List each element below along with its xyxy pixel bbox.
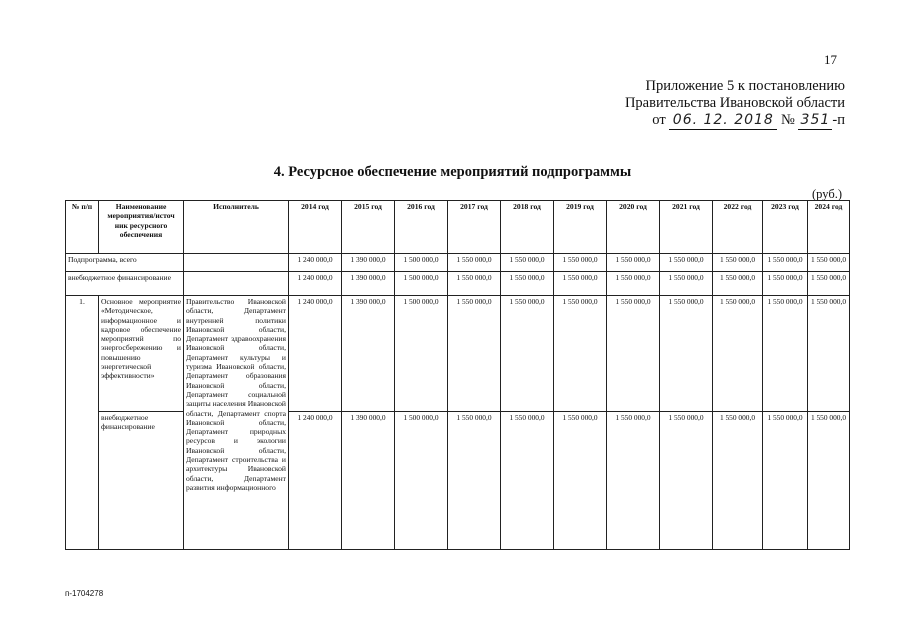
page-title: 4. Ресурсное обеспечение мероприятий подпрограммы: [273, 164, 632, 180]
table-row-subprogram-total: [66, 254, 850, 272]
value-cell: 1 550 000,0: [501, 296, 554, 412]
value-cell: 1 550 000,0: [763, 272, 808, 296]
value-cell: 1 550 000,0: [607, 412, 660, 550]
handwritten-date: 06. 12. 2018: [669, 112, 777, 130]
empty-cell: [184, 272, 289, 296]
value-cell: 1 550 000,0: [808, 254, 850, 272]
value-cell: 1 550 000,0: [554, 296, 607, 412]
appendix-line-2: Правительства Ивановской области: [624, 95, 845, 111]
header-year: 2018 год: [501, 201, 554, 254]
header-year: 2021 год: [660, 201, 713, 254]
value-cell: 1 390 000,0: [342, 272, 395, 296]
header-year: 2019 год: [554, 201, 607, 254]
unit-label: (руб.): [812, 187, 842, 201]
value-cell: 1 550 000,0: [660, 296, 713, 412]
value-cell: 1 550 000,0: [660, 272, 713, 296]
executor-list: Правительство Ивановской области, Департамент внутренней политики Ивановской области, Департамент здравоохранения Ивановской области, Департамент культуры и туризма Ивановской области, Департамент образования Ивановской области, Департамент социальной защиты населения Ивановской области, Департамент спорта Ивановской области, Департамент природных ресурсов и экологии Ивановской области, Департамент строительства и архитектуры Ивановской области, Департамент развития информационного: [184, 296, 289, 550]
table-header-row: [66, 201, 850, 254]
value-cell: 1 500 000,0: [395, 272, 448, 296]
empty-cell: [184, 254, 289, 272]
header-num: № п/п: [66, 201, 99, 254]
value-cell: 1 500 000,0: [395, 296, 448, 412]
number-sign: №: [780, 112, 795, 128]
value-cell: 1 550 000,0: [808, 412, 850, 550]
header-year: 2022 год: [713, 201, 763, 254]
value-cell: 1 390 000,0: [342, 412, 395, 550]
appendix-line-3: [652, 112, 845, 130]
value-cell: 1 550 000,0: [763, 296, 808, 412]
header-year: 2017 год: [448, 201, 501, 254]
appendix-ot: от: [652, 112, 666, 128]
page-number: 17: [824, 52, 837, 67]
value-cell: 1 500 000,0: [395, 254, 448, 272]
value-cell: 1 550 000,0: [607, 272, 660, 296]
header-year: 2024 год: [808, 201, 850, 254]
header-year: 2014 год: [289, 201, 342, 254]
activity-name: Основное мероприятие «Методическое, информационное и кадровое обеспечение мероприятий по энергосбережению и повышению энергетической эффективности»: [99, 296, 184, 412]
value-cell: 1 550 000,0: [660, 254, 713, 272]
value-cell: 1 550 000,0: [713, 412, 763, 550]
value-cell: 1 550 000,0: [713, 272, 763, 296]
value-cell: 1 550 000,0: [713, 254, 763, 272]
value-cell: 1 240 000,0: [289, 254, 342, 272]
table-row-offbudget: [66, 272, 850, 296]
value-cell: 1 550 000,0: [554, 254, 607, 272]
value-cell: 1 240 000,0: [289, 412, 342, 550]
value-cell: 1 500 000,0: [395, 412, 448, 550]
value-cell: 1 550 000,0: [448, 254, 501, 272]
row-label: внебюджетное финансирование: [99, 412, 184, 550]
row-label: внебюджетное финансирование: [66, 272, 184, 296]
header-executor: Исполнитель: [184, 201, 289, 254]
value-cell: 1 550 000,0: [607, 254, 660, 272]
value-cell: 1 550 000,0: [501, 254, 554, 272]
value-cell: 1 550 000,0: [763, 254, 808, 272]
header-year: 2020 год: [607, 201, 660, 254]
table-row-main-activity: [66, 296, 850, 412]
header-year: 2016 год: [395, 201, 448, 254]
value-cell: 1 240 000,0: [289, 272, 342, 296]
value-cell: 1 390 000,0: [342, 254, 395, 272]
document-code: п-1704278: [65, 589, 104, 598]
appendix-suffix: -п: [832, 112, 845, 128]
value-cell: 1 550 000,0: [448, 272, 501, 296]
value-cell: 1 390 000,0: [342, 296, 395, 412]
value-cell: 1 550 000,0: [501, 272, 554, 296]
header-name: Наименование мероприятия/источ ник ресурсного обеспечения: [99, 201, 184, 254]
value-cell: 1 550 000,0: [713, 296, 763, 412]
handwritten-number: 351: [798, 112, 832, 130]
value-cell: 1 550 000,0: [763, 412, 808, 550]
value-cell: 1 240 000,0: [289, 296, 342, 412]
table-row-main-offbudget: [66, 412, 850, 550]
value-cell: 1 550 000,0: [448, 296, 501, 412]
header-year: 2023 год: [763, 201, 808, 254]
value-cell: 1 550 000,0: [554, 412, 607, 550]
header-year: 2015 год: [342, 201, 395, 254]
value-cell: 1 550 000,0: [607, 296, 660, 412]
resource-table: [65, 200, 850, 550]
appendix-line-1: Приложение 5 к постановлению: [645, 78, 845, 94]
value-cell: 1 550 000,0: [501, 412, 554, 550]
value-cell: 1 550 000,0: [808, 272, 850, 296]
value-cell: 1 550 000,0: [808, 296, 850, 412]
row-label: Подпрограмма, всего: [66, 254, 184, 272]
value-cell: 1 550 000,0: [554, 272, 607, 296]
value-cell: 1 550 000,0: [448, 412, 501, 550]
value-cell: 1 550 000,0: [660, 412, 713, 550]
row-number: 1.: [66, 296, 99, 550]
